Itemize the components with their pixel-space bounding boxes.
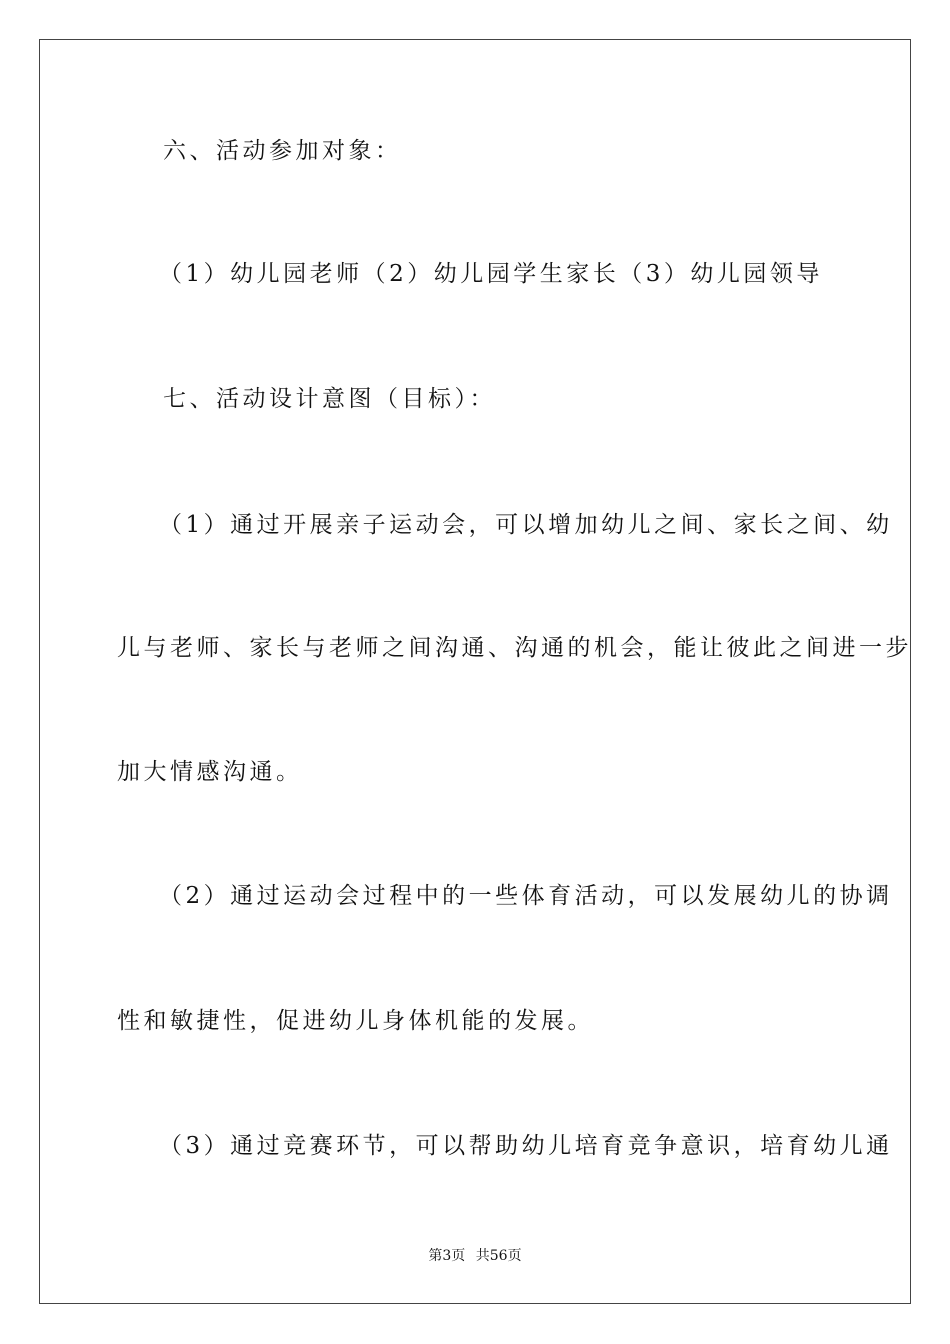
section-heading-6: 六、活动参加对象： <box>163 138 402 164</box>
paragraph-line: 儿与老师、家长与老师之间沟通、沟通的机会，能让彼此之间进一步 <box>117 635 912 661</box>
page-footer <box>0 1247 950 1265</box>
paragraph-line: 性和敏捷性，促进幼儿身体机能的发展。 <box>117 1008 594 1034</box>
page-total: 共56页 <box>475 1248 522 1264</box>
paragraph-line: （1）通过开展亲子运动会，可以增加幼儿之间、家长之间、幼 <box>159 512 893 538</box>
paragraph-line: 加大情感沟通。 <box>117 759 303 785</box>
page-border <box>39 39 911 1304</box>
paragraph-line: （3）通过竞赛环节，可以帮助幼儿培育竞争意识，培育幼儿通 <box>159 1133 893 1159</box>
paragraph-line: （2）通过运动会过程中的一些体育活动，可以发展幼儿的协调 <box>159 883 893 909</box>
section-heading-7: 七、活动设计意图（目标）： <box>163 386 496 412</box>
participants-list: （1）幼儿园老师（2）幼儿园学生家长（3）幼儿园领导 <box>159 261 823 287</box>
page-number: 第3页 <box>428 1248 466 1264</box>
